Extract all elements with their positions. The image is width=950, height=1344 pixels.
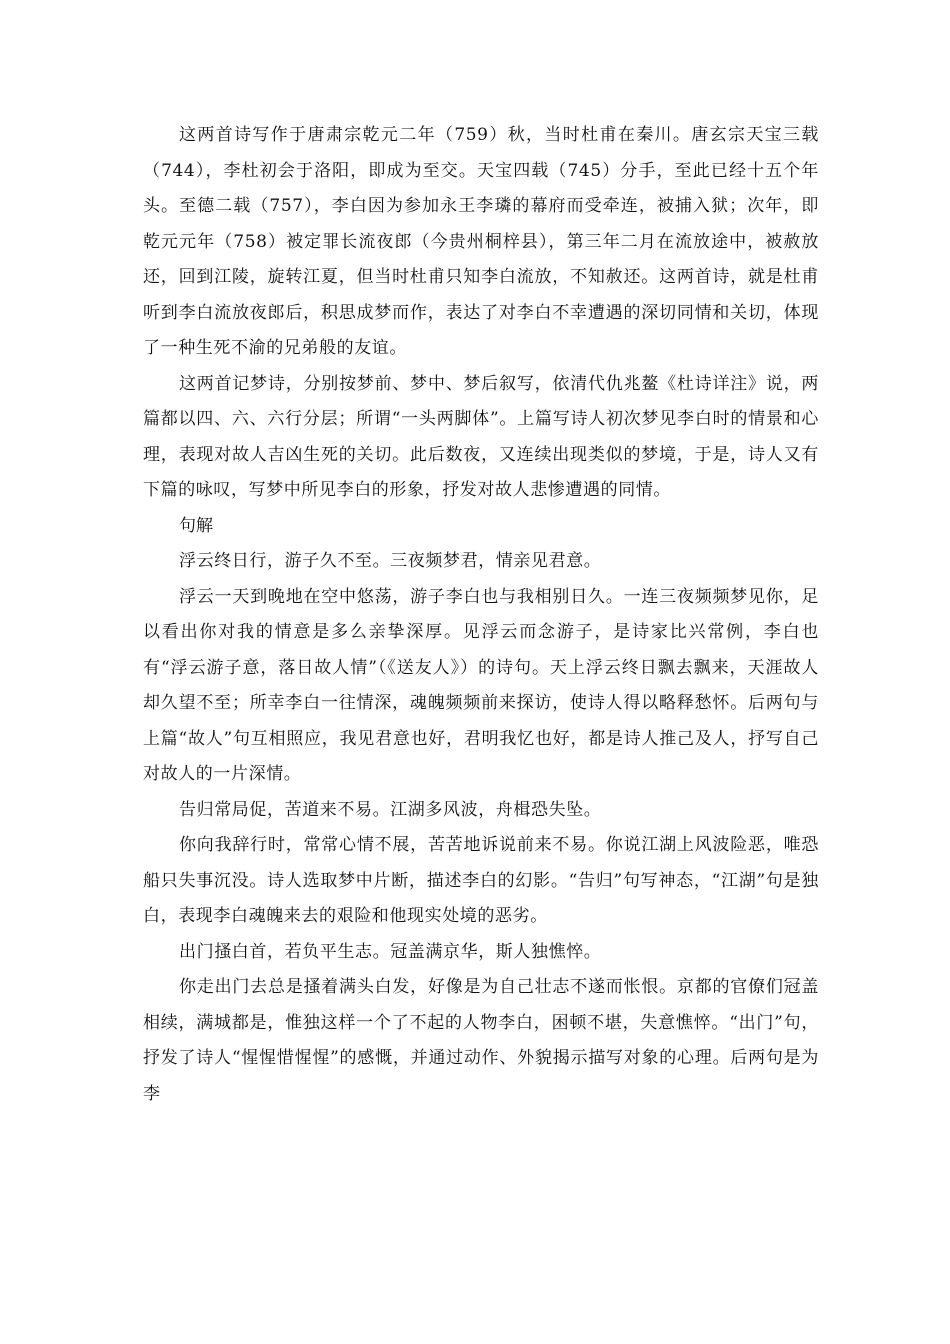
intro-paragraph: 这两首诗写作于唐肃宗乾元二年（759）秋，当时杜甫在秦川。唐玄宗天宝三载（744），李杜初会于洛阳，即成为至交。天宝四载（745）分手，至此已经十五个年头。至德二载（757），李白因为参加永王李璘的幕府而受牵连，被捕入狱；次年，即乾元元年（758）被定罪长流夜郎（今贵州桐梓县），第三年二月在流放途中，被赦放还，回到江陵，旋转江夏，但当时杜甫只知李白流放，不知赦还。这两首诗，就是杜甫听到李白流放夜郎后，积思成梦而作，表达了对李白不幸遭遇的深切同情和关切，体现了一种生死不渝的兄弟般的友谊。	[143, 125, 819, 358]
poem-line-1: 浮云终日行，游子久不至。三夜频梦君，情亲见君意。	[179, 551, 602, 571]
commentary-3: 你走出门去总是搔着满头白发，好像是为自己壮志不遂而怅恨。京都的官僚们冠盖相续，满城都是，惟独这样一个了不起的人物李白，困顿不堪，失意憔悴。“出门”句，抒发了诗人“惺惺惜惺惺”的感慨，并通过动作、外貌揭示描写对象的心理。后两句是为李	[143, 977, 819, 1104]
document-body	[143, 118, 819, 1112]
section-heading: 句解	[179, 515, 213, 536]
poem-line-2: 告归常局促，苦道来不易。江湖多风波，舟楫恐失坠。	[179, 799, 602, 820]
commentary-1: 浮云一天到晚地在空中悠荡，游子李白也与我相别日久。一连三夜频频梦见你，足以看出你对我的情意是多么亲挚深厚。见浮云而念游子，是诗家比兴常例，李白也有“浮云游子意，落日故人情”（《送友人》）的诗句。天上浮云终日飘去飘来，天涯故人却久望不至；所幸李白一往情深，魂魄频频前来探访，使诗人得以略释愁怀。后两句与上篇“故人”句互相照应，我见君意也好，君明我忆也好，都是诗人推己及人，抒写自己对故人的一片深情。	[143, 586, 819, 784]
structure-paragraph: 这两首记梦诗，分别按梦前、梦中、梦后叙写，依清代仇兆鳌《杜诗详注》说，两篇都以四、六、六行分层；所谓“一头两脚体”。上篇写诗人初次梦见李白时的情景和心理，表现对故人吉凶生死的关切。此后数夜，又连续出现类似的梦境，于是，诗人又有下篇的咏叹，写梦中所见李白的形象，抒发对故人悲惨遭遇的同情。	[143, 373, 819, 500]
poem-line-3: 出门搔白首，若负平生志。冠盖满京华，斯人独憔悴。	[179, 941, 602, 962]
commentary-2: 你向我辞行时，常常心情不展，苦苦地诉说前来不易。你说江湖上风波险恶，唯恐船只失事沉没。诗人选取梦中片断，描述李白的幻影。“告归”句写神态，“江湖”句是独白，表现李白魂魄来去的艰险和他现实处境的恶劣。	[143, 835, 819, 926]
